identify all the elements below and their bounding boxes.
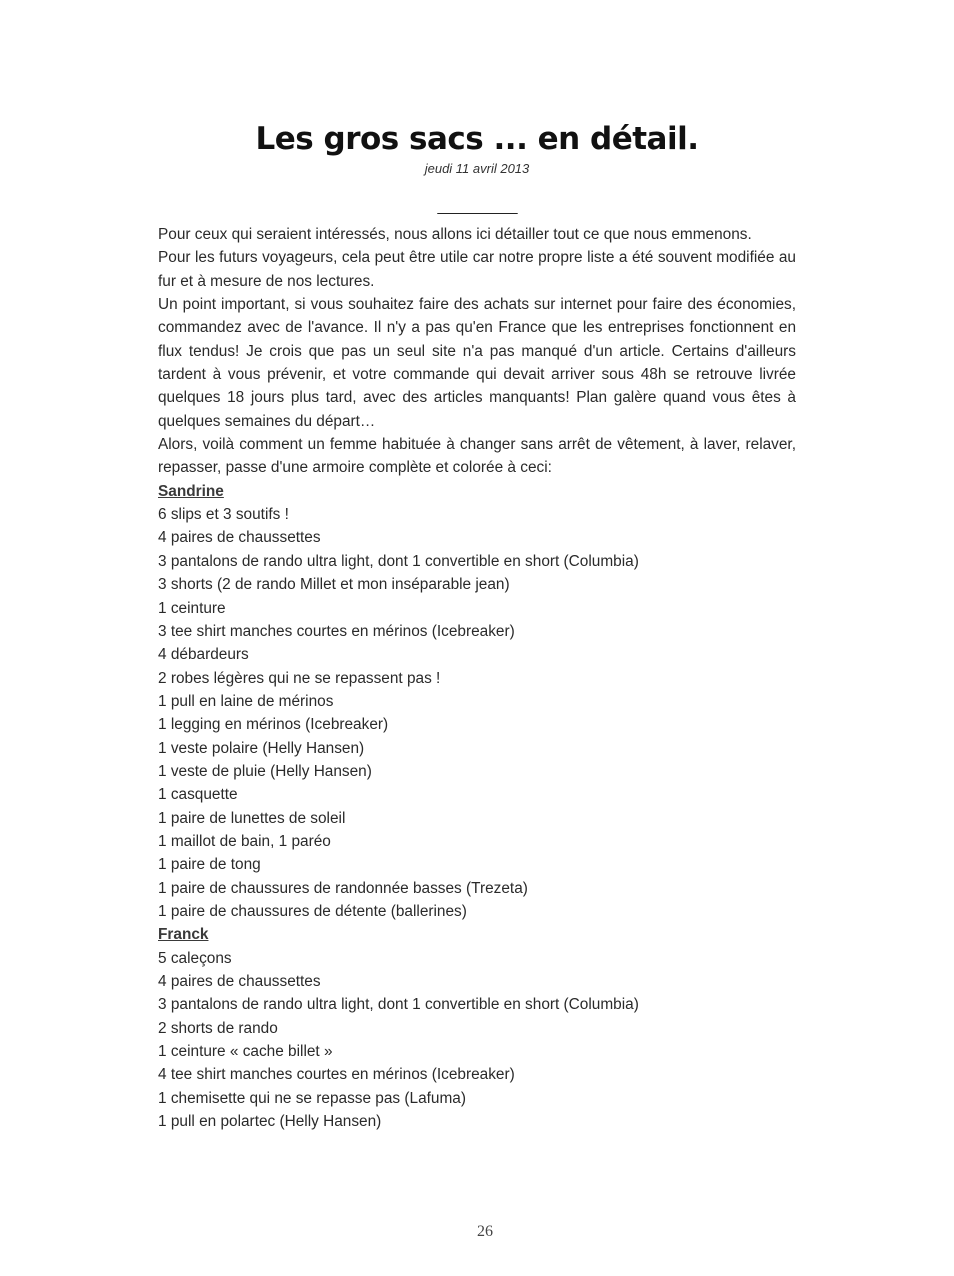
article-body xyxy=(158,223,796,1133)
list-item: 3 pantalons de rando ultra light, dont 1 convertible en short (Columbia) xyxy=(158,552,639,570)
post-date: jeudi 11 avril 2013 xyxy=(424,161,530,176)
list-item: 1 paire de lunettes de soleil xyxy=(158,809,346,827)
list-item: 1 ceinture xyxy=(158,599,226,617)
list-item: 1 legging en mérinos (Icebreaker) xyxy=(158,716,389,734)
sandrine-packing-list xyxy=(158,503,796,923)
list-item: 1 paire de chaussures de randonnée basses (Trezeta) xyxy=(158,879,528,897)
list-item: 4 paires de chaussettes xyxy=(158,529,321,547)
intro-paragraph: Alors, voilà comment un femme habituée à changer sans arrêt de vêtement, à laver, relaver, repasser, passe d'une armoire complète et colorée à ceci: xyxy=(158,436,796,477)
franck-heading: Franck xyxy=(158,926,209,944)
list-item: 1 pull en laine de mérinos xyxy=(158,692,334,710)
list-item: 1 maillot de bain, 1 paréo xyxy=(158,832,331,850)
intro-paragraph: Pour les futurs voyageurs, cela peut être utile car notre propre liste a été souvent modifiée au fur et à mesure de nos lectures. xyxy=(158,249,796,290)
list-item: 4 tee shirt manches courtes en mérinos (Icebreaker) xyxy=(158,1066,515,1084)
list-item: 4 paires de chaussettes xyxy=(158,973,321,990)
list-item: 3 shorts (2 de rando Millet et mon inséparable jean) xyxy=(158,576,510,594)
list-item: 1 chemisette qui ne se repasse pas (Lafuma) xyxy=(158,1089,466,1107)
list-item: 2 robes légères qui ne se repassent pas ! xyxy=(158,669,441,687)
list-item: 2 shorts de rando xyxy=(158,1019,278,1037)
list-item: 1 veste polaire (Helly Hansen) xyxy=(158,739,365,757)
list-item: 5 caleçons xyxy=(158,949,232,967)
page-title: Les gros sacs ... en détail. xyxy=(255,121,699,157)
list-item: 6 slips et 3 soutifs ! xyxy=(158,506,289,524)
intro-paragraph: Pour ceux qui seraient intéressés, nous allons ici détailler tout ce que nous emmenons. xyxy=(158,226,752,243)
list-item: 1 pull en polartec (Helly Hansen) xyxy=(158,1113,382,1131)
list-item: 1 casquette xyxy=(158,786,238,804)
list-item: 3 tee shirt manches courtes en mérinos (Icebreaker) xyxy=(158,622,515,640)
list-item: 1 paire de chaussures de détente (ballerines) xyxy=(158,902,467,920)
list-item: 4 débardeurs xyxy=(158,646,249,664)
list-item: 1 paire de tong xyxy=(158,856,261,874)
list-item: 3 pantalons de rando ultra light, dont 1 convertible en short (Columbia) xyxy=(158,996,639,1014)
title-separator: __________ xyxy=(437,198,517,215)
page-number: 26 xyxy=(477,1223,493,1240)
intro-paragraph: Un point important, si vous souhaitez faire des achats sur internet pour faire des économies, commandez avec de l'avance. Il n'y a pas qu'en France que les entreprises fonctionnent en flux tendus! Je crois que pas un seul site n'a pas manqué d'un article. Certains d'ailleurs tardent à vous prévenir, et votre commande qui devait arriver sous 48h se retrouve livrée quelques 18 jours plus tard, avec des articles manquants! Plan galère quand vous êtes à quelques semaines du départ… xyxy=(158,296,796,430)
list-item: 1 ceinture « cache billet » xyxy=(158,1043,333,1061)
sandrine-heading: Sandrine xyxy=(158,482,224,500)
franck-packing-list xyxy=(158,947,796,1134)
list-item: 1 veste de pluie (Helly Hansen) xyxy=(158,762,372,780)
